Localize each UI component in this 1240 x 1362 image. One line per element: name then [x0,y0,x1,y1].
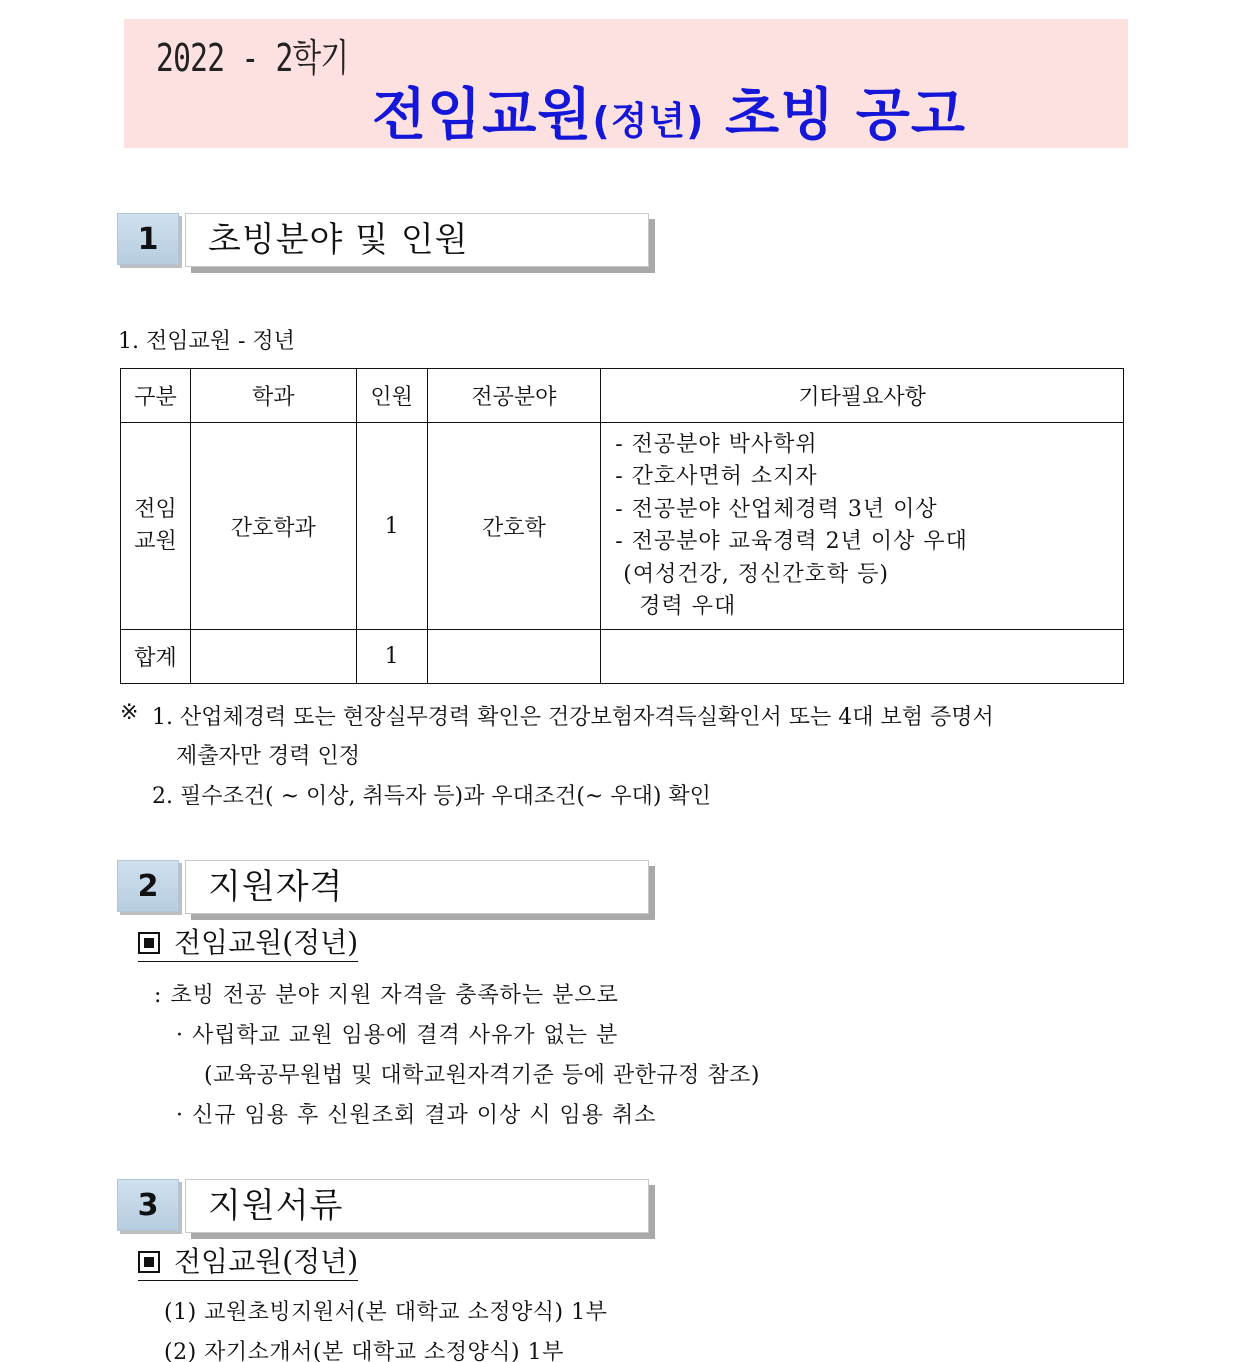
table-row [121,423,1124,630]
qualification-line: · 사립학교 교원 임용에 결격 사유가 없는 분 [176,1023,619,1048]
header-gubun: 구분 [121,369,191,423]
gubun-line-2: 교원 [134,529,177,555]
note-line: - 전공분야 산업체경력 3년 이상 [615,496,938,522]
table-header-row [121,369,1124,423]
section-number: 3 [117,1179,179,1231]
cell-major: 간호학 [427,423,601,630]
subsection-title: 1. 전임교원 - 정년 [118,329,295,354]
note-line: 경력 우대 [639,594,737,620]
title-banner [124,19,1128,148]
page-title [372,71,966,151]
document-item: (1) 교원초빙지원서(본 대학교 소정양식) 1부 [164,1300,608,1325]
header-notes: 기타필요사항 [601,369,1124,423]
qualification-line: · 신규 임용 후 신원조회 결과 이상 시 임용 취소 [176,1103,657,1128]
header-count: 인원 [356,369,427,423]
section-title: 지원서류 [185,1179,649,1233]
subhead-documents [138,1245,358,1281]
title-paren: (정년) [592,99,705,143]
cell-notes [601,423,1124,630]
title-end: 초빙 공고 [704,83,966,148]
note-line: - 전공분야 박사학위 [615,432,818,457]
remark-mark: ※ [120,700,139,725]
remark-1b: 제출자만 경력 인정 [176,744,361,769]
total-label: 합계 [121,630,191,684]
total-count: 1 [356,630,427,684]
cell-count: 1 [356,423,427,630]
subhead-text: 전임교원(정년) [174,926,359,959]
section-title: 지원자격 [185,860,649,914]
cell-dept: 간호학과 [190,423,356,630]
note-line: - 간호사면허 소지자 [615,464,818,490]
square-bullet-icon [138,932,160,954]
total-dept-empty [190,630,356,684]
total-notes-empty [601,630,1124,684]
section-number: 2 [117,860,179,912]
document-item: (2) 자기소개서(본 대학교 소정양식) 1부 [164,1340,564,1362]
header-dept: 학과 [190,369,356,423]
cell-gubun [121,423,191,630]
semester-label: 2022 - 2학기 [156,36,349,80]
section-number: 1 [117,213,179,265]
table-total-row [121,630,1124,684]
remark-1a: 1. 산업체경력 또는 현장실무경력 확인은 건강보험자격득실확인서 또는 4대 보험 증명서 [152,705,994,730]
qualification-line: (교육공무원법 및 대학교원자격기준 등에 관한규정 참조) [204,1063,760,1088]
section-title: 초빙분야 및 인원 [185,213,649,267]
subhead-text: 전임교원(정년) [174,1245,359,1278]
remark-2: 2. 필수조건( ~ 이상, 취득자 등)과 우대조건(~ 우대) 확인 [152,784,711,809]
title-main: 전임교원 [372,83,593,148]
total-major-empty [427,630,601,684]
subhead-qualification [138,926,358,962]
qualification-line: : 초빙 전공 분야 지원 자격을 충족하는 분으로 [154,983,619,1008]
note-line: (여성건강, 정신간호학 등) [623,561,889,587]
header-major: 전공분야 [427,369,601,423]
note-line: - 전공분야 교육경력 2년 이상 우대 [615,529,968,555]
gubun-line-1: 전임 [134,497,177,523]
square-bullet-icon [138,1251,160,1273]
recruitment-table [120,368,1124,684]
